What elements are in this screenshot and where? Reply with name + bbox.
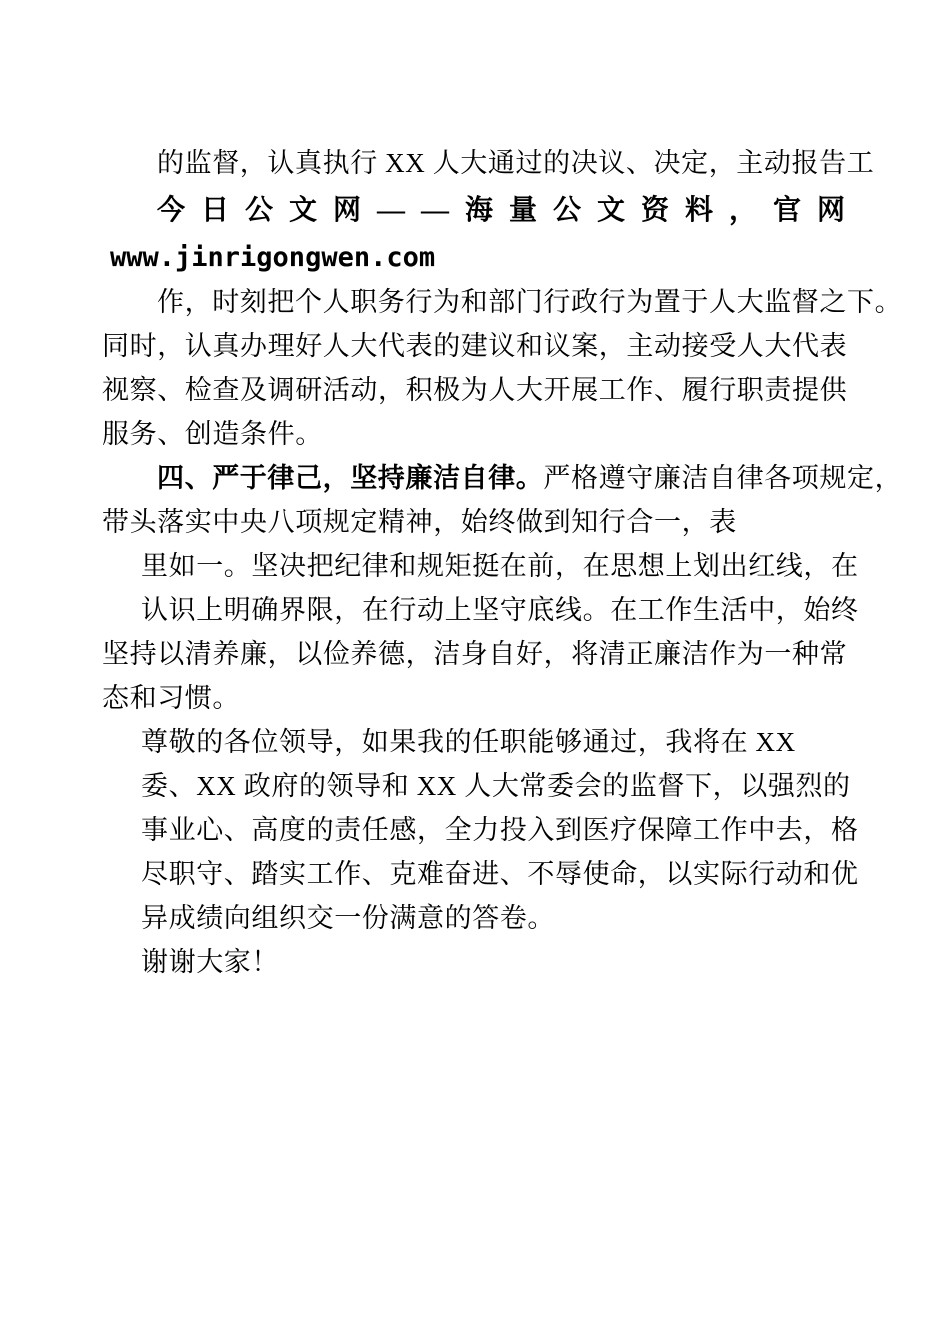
text-line (102, 632, 850, 676)
document-content (102, 141, 903, 984)
line-text: 态和习惯。 (102, 683, 240, 713)
promo-line (102, 185, 862, 236)
line-text: 坚持以清养廉，以俭养德，洁身自好，将清正廉洁作为一种常 (102, 639, 848, 669)
line-text: 委、XX 政府的领导和 XX 人大常委会的监督下，以强烈的 (141, 771, 851, 801)
line-text: 的监督，认真执行 XX 人大通过的决议、决定，主动报告工 (157, 148, 875, 178)
text-line (102, 896, 850, 940)
site-url-line (102, 236, 850, 280)
text-line (102, 588, 859, 632)
line-text: 作，时刻把个人职务行为和部门行政行为置于人大监督之下。 (157, 287, 903, 317)
line-text: 里如一。坚决把纪律和规矩挺在前，在思想上划出红线，在 (141, 551, 859, 581)
text-line (102, 720, 850, 764)
text-line (102, 456, 903, 500)
line-text: 尽职守、踏实工作、克难奋进、不辱使命，以实际行动和优 (141, 859, 859, 889)
text-line (102, 500, 850, 544)
text-line (102, 280, 903, 324)
line-text: www.jinrigongwen.com (110, 242, 436, 273)
text-line (102, 141, 875, 185)
line-text: 服务、创造条件。 (102, 419, 323, 449)
text-line (102, 808, 859, 852)
line-text: 尊敬的各位领导，如果我的任职能够通过，我将在 XX (141, 727, 796, 757)
line-text: 异成绩向组织交一份满意的答卷。 (141, 903, 555, 933)
line-text: 认识上明确界限，在行动上坚守底线。在工作生活中，始终 (141, 595, 859, 625)
text-line (102, 940, 850, 984)
line-text: 视察、检查及调研活动，积极为人大开展工作、履行职责提供 (102, 375, 848, 405)
text-line (102, 676, 850, 720)
line-text: 同时，认真办理好人大代表的建议和议案，主动接受人大代表 (102, 331, 848, 361)
text-line (102, 764, 850, 808)
text-line (102, 852, 859, 896)
text-line (102, 324, 850, 368)
text-line (102, 412, 850, 456)
line-text: 严格遵守廉洁自律各项规定， (543, 463, 903, 493)
line-text: 带头落实中央八项规定精神，始终做到知行合一，表 (102, 507, 737, 537)
line-text: 谢谢大家！ (141, 947, 279, 977)
line-bold-lead: 四、严于律己，坚持廉洁自律。 (157, 463, 544, 493)
line-text: 事业心、高度的责任感，全力投入到医疗保障工作中去，格 (141, 815, 859, 845)
line-text: 今日公文网——海量公文资料，官网 (157, 195, 862, 226)
text-line (102, 544, 859, 588)
text-line (102, 368, 850, 412)
